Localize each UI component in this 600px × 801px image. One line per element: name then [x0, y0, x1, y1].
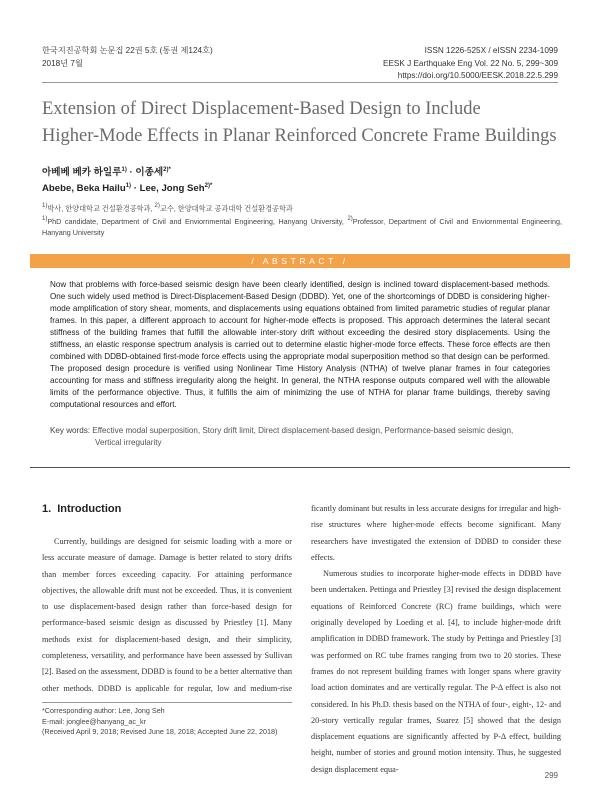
paper-title-line-1: Extension of Direct Displacement-Based Design to Include: [42, 99, 481, 119]
journal-volume-korean: 한국지진공학회 논문집 22권 5호 (통권 제124호): [42, 46, 213, 55]
corresponding-author: *Corresponding author: Lee, Jong Seh: [42, 706, 165, 715]
section-heading-introduction: [42, 503, 121, 515]
author-email[interactable]: E-mail: jonglee@hanyang_ac_kr: [42, 716, 146, 726]
keywords: [50, 425, 550, 449]
paper-title: [42, 96, 562, 149]
affiliations-english: $^{1)}$PhD candidate, Department of Civil and Enviornmental Engineering, Hanyang University, $^{2)}$Professor, Department of Civil and Enviornmental Engineering, Hanyang University: [42, 216, 562, 237]
paragraph: Numerous studies to incorporate higher-mode effects in DDBD have been undertaken. Pettinga and Priestley [3] revised the design displacement equations of Reinforced Concrete (RC) frame buildings, which were originally developed by Loeding et al. [4], to include higher-mode drift amplification in DDBD framework. The study by Pettinga and Priestley [3] was performed on RC tube frames ranging from two to 20 stories. These frames do not represent building frames with longer spans where gravity load action dominates and are vertically regular. The P-Δ effect is also not considered. In his Ph.D. thesis based on the NTHA of four-, eight-, 12- and 20-story vertically regular frames, Suarez [5] showed that the design displacement equations are significantly affected by P-Δ effect, building height, number of stories and ground motion intensity. Thus, he suggested design displacement equa-: [311, 569, 561, 774]
keywords-line-2: Vertical irregularity: [95, 438, 162, 447]
journal-header-korean: [42, 45, 213, 70]
journal-volume-english: EESK J Earthquake Eng Vol. 22 No. 5, 299~309: [382, 58, 558, 68]
footnotes: [42, 706, 302, 738]
abstract-text: Now that problems with force-based seismic design have been clearly identified, design is inclined toward displacement-based methods. One such widely used method is Direct-Displacement-Based Design (DDBD). Yet, one of the shortcomings of DDBD is considering higher-mode amplification of story shear, moments, and displacements using equations obtained from limited parametric studies of regular planar frames. In this paper, a different approach to account for higher-mode effects is proposed. This approach determines the lateral secant stiffness of the building frames that fulfill the allowable inter-story drift without exceeding the desired story displacements. Using the stiffness, an elastic response spectrum analysis is carried out to determine elastic higher-mode force effects. These force effects are then combined with DDBD-obtained first-mode force effects using the appropriate modal superposition method so that design can be performed. The proposed design procedure is verified using Nonlinear Time History Analysis (NTHA) of twelve planar frames in four categories accounting for mass and stiffness irregularity along the height. In general, the NTHA response outputs compared well with the allowable limits of the performance objective. Thus, it fulfills the aim of minimizing the use of NTHA for planar frame buildings, thereby saving computational resources and effort.: [50, 280, 550, 409]
submission-dates: (Received April 9, 2018; Revised June 18, 2018; Accepted June 22, 2018): [42, 727, 278, 736]
section-divider: [30, 467, 570, 468]
author-2-english: Lee, Jong Seh: [139, 183, 205, 194]
abstract-banner: / ABSTRACT /: [30, 254, 570, 268]
header-divider: [42, 82, 558, 83]
body-column-left: [42, 534, 292, 692]
section-number: 1.: [42, 503, 52, 515]
doi-link[interactable]: https://doi.org/10.5000/EESK.2018.22.5.299: [397, 71, 558, 80]
authors-english: Abebe, Beka Hailu$^{1)}$ · Lee, Jong Seh$^{2)*}$: [42, 183, 213, 194]
section-title: Introduction: [57, 503, 122, 515]
page-number: 299: [544, 771, 558, 780]
journal-header-english: [383, 45, 558, 83]
paper-title-line-2: Higher-Mode Effects in Planar Reinforced Concrete Frame Buildings: [42, 125, 557, 146]
journal-date-korean: 2018년 7월: [42, 58, 83, 68]
affiliations-korean: $^{1)}$박사, 한양대학교 건설환경공학과, $^{2)}$교수, 한양대학교 공과대학 건설환경공학과: [42, 203, 293, 213]
author-1-english: Abebe, Beka Hailu: [42, 183, 126, 194]
paragraph: ficantly dominant but results in less accurate designs for irregular and high-rise structures where higher-mode effects become significant. Many researchers have investigated the extension of DDBD to consider these effects.: [311, 504, 561, 562]
body-column-right: [311, 501, 561, 801]
issn-line: ISSN 1226-525X / eISSN 2234-1099: [424, 46, 558, 55]
author-1-korean: 아베베 베카 하일루: [42, 167, 122, 178]
paragraph: Currently, buildings are designed for seismic loading with a more or less accurate measure of damage. Damage is better related to story drifts than member forces exceeding capacity. For attaining performance objectives, the allowable drift must not be exceeded. Thus, it is convenient to use displacement-based design rather than force-based design for performance-based seismic design as discussed by Priestley [1]. Many methods exist for displacement-based design, and their simplicity, completeness, versatility, and performance have been assessed by Sullivan [2]. Based on the assessment, DDBD is found to be a better alternative than other methods. DDBD is applicable for regular, low and medium-rise: [42, 537, 292, 692]
footnote-divider: [42, 702, 292, 703]
authors-korean: 아베베 베카 하일루$^{1)}$ · 이종세$^{2)*}$: [42, 167, 171, 178]
keywords-line-1: Effective modal superposition, Story drift limit, Direct displacement-based design, Performance-based seismic design,: [92, 426, 514, 435]
keywords-label: Key words:: [50, 426, 91, 435]
author-2-korean: 이종세: [135, 167, 164, 178]
